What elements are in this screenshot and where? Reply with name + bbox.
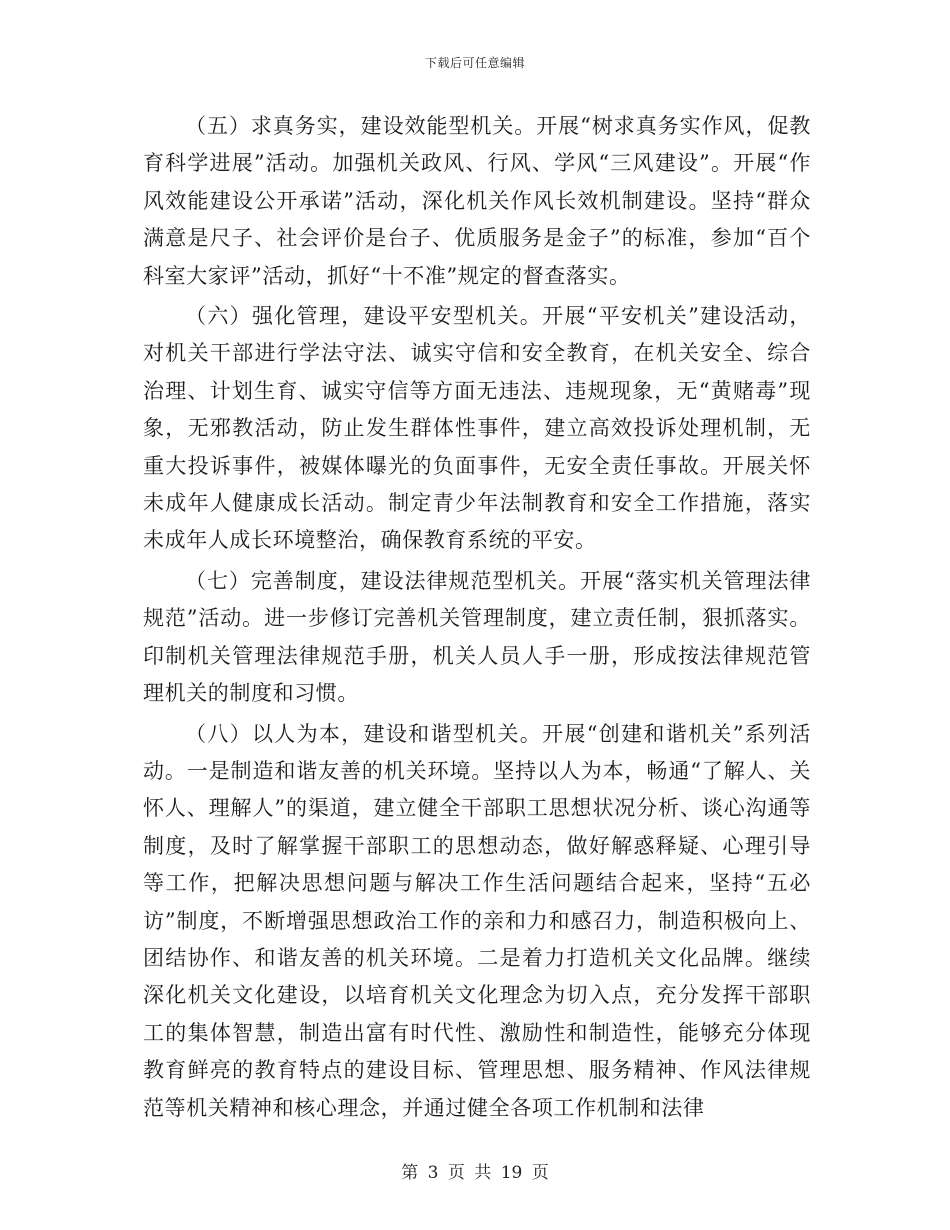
paragraph-section-6: （六）强化管理，建设平安型机关。开展“平安机关”建设活动，对机关干部进行学法守法、诚实守信和安全教育，在机关安全、综合治理、计划生育、诚实守信等方面无违法、违规现象，无“黄赌毒”现象，无邪教活动，防止发生群体性事件，建立高效投诉处理机制，无重大投诉事件，被媒体曝光的负面事件，无安全责任事故。开展关怀未成年人健康成长活动。制定青少年法制教育和安全工作措施，落实未成年人成长环境整治，确保教育系统的平安。 xyxy=(143,304,811,553)
document-body xyxy=(143,108,811,1130)
page-header: 下载后可任意编辑 xyxy=(424,56,525,70)
paragraph-section-5: （五）求真务实，建设效能型机关。开展“树求真务实作风，促教育科学进展”活动。加强机关政风、行风、学风“三风建设”。开展“作风效能建设公开承诺”活动，深化机关作风长效机制建设。坚持“群众满意是尺子、社会评价是台子、优质服务是金子”的标准，参加“百个科室大家评”活动，抓好“十不准”规定的督查落实。 xyxy=(143,114,811,288)
paragraph-section-8: （八）以人为本，建设和谐型机关。开展“创建和谐机关”系列活动。一是制造和谐友善的机关环境。坚持以人为本，畅通“了解人、关怀人、理解人”的渠道，建立健全干部职工思想状况分析、谈心沟通等制度，及时了解掌握干部职工的思想动态，做好解惑释疑、心理引导等工作，把解决思想问题与解决工作生活问题结合起来，坚持“五必访”制度，不断增强思想政治工作的亲和力和感召力，制造积极向上、团结协作、和谐友善的机关环境。二是着力打造机关文化品牌。继续深化机关文化建设，以培育机关文化理念为切入点，充分发挥干部职工的集体智慧，制造出富有时代性、激励性和制造性，能够充分体现教育鲜亮的教育特点的建设目标、管理思想、服务精神、作风法律规范等机关精神和核心理念，并通过健全各项工作机制和法律 xyxy=(143,721,811,1120)
paragraph-section-7: （七）完善制度，建设法律规范型机关。开展“落实机关管理法律规范”活动。进一步修订完善机关管理制度，建立责任制，狠抓落实。印制机关管理法律规范手册，机关人员人手一册，形成按法律规范管理机关的制度和习惯。 xyxy=(143,568,811,706)
page-footer-page-number: 第 3 页 共 19 页 xyxy=(401,1163,549,1183)
